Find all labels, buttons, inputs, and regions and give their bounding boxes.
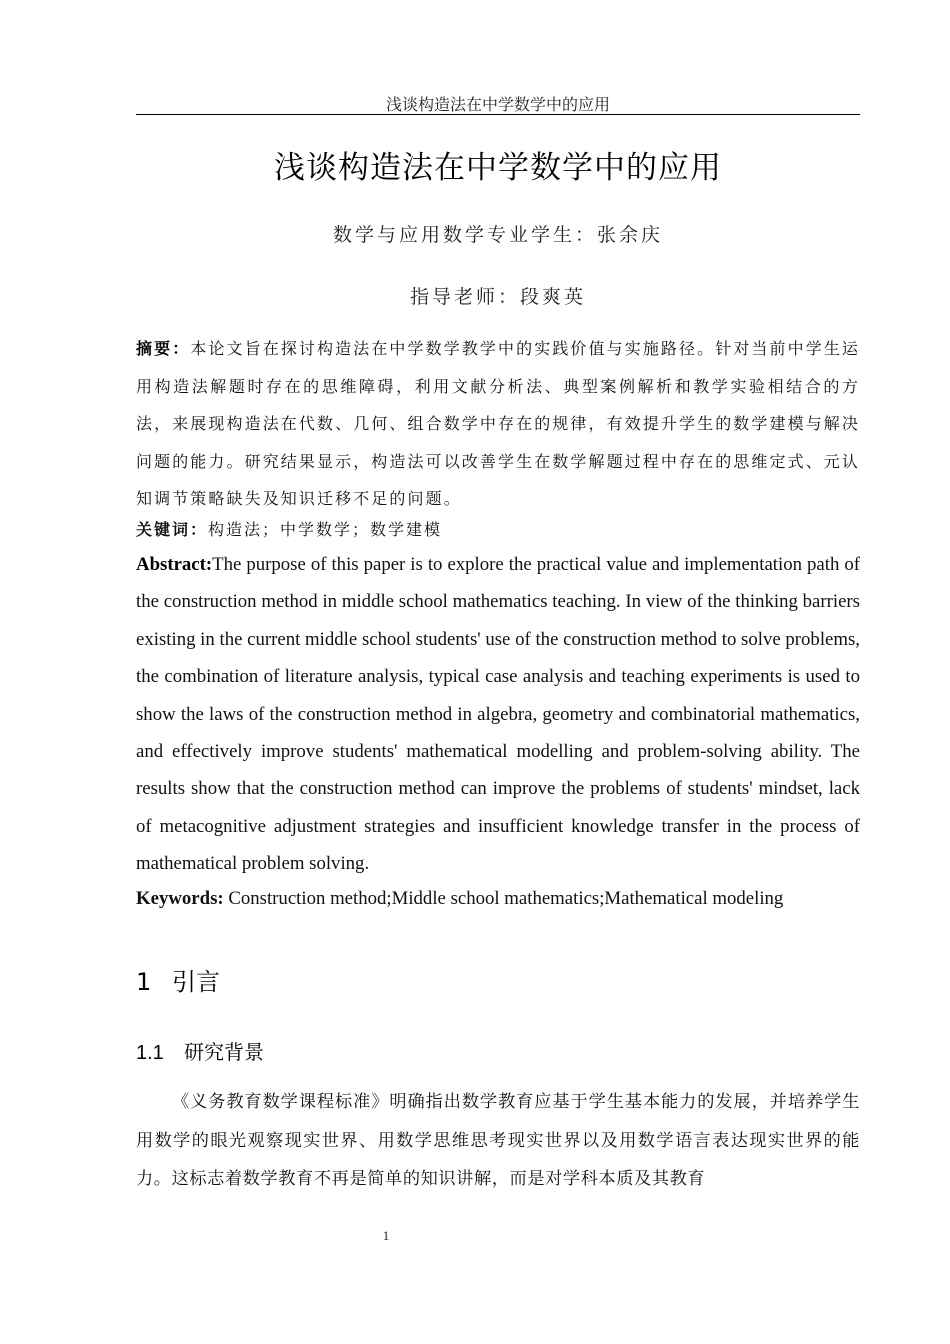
header-rule (136, 114, 860, 115)
section-heading-1 (136, 962, 220, 997)
abstract-cn-text: 本论文旨在探讨构造法在中学数学教学中的实践价值与实施路径。针对当前中学生运用构造法解题时存在的思维障碍，利用文献分析法、典型案例解析和教学实验相结合的方法，来展现构造法在代数、几何、组合数学中存在的规律，有效提升学生的数学建模与解决问题的能力。研究结果显示，构造法可以改善学生在数学解题过程中存在的思维定式、元认知调节策略缺失及知识迁移不足的问题。 (136, 339, 861, 508)
subsection-number: 1.1 (136, 1042, 164, 1064)
section-number: 1 (136, 968, 152, 996)
abstract-en (136, 546, 860, 883)
section-title: 引言 (172, 968, 220, 996)
abstract-en-label: Abstract: (136, 554, 213, 575)
advisor-line: 指导老师：段爽英 (409, 286, 586, 308)
body-paragraph: 《义务教育数学课程标准》明确指出数学教育应基于学生基本能力的发展，并培养学生用数学的眼光观察现实世界、用数学思维思考现实世界以及用数学语言表达现实世界的能力。这标志着数学教育不再是简单的知识讲解，而是对学科本质及其教育 (136, 1092, 860, 1189)
abstract-en-text: The purpose of this paper is to explore the practical value and implementation path of the construction method in middle school mathematics teaching. In view of the thinking barriers existing in the current middle school students' use of the construction method to solve problems, the combination of literature analysis, typical case analysis and teaching experiments is used to show the laws of the construction method in algebra, geometry and combinatorial mathematics, and effectively improve students' mathematical modelling and problem-solving ability. The results show that the construction method can improve the problems of students' mindset, lack of metacognitive adjustment strategies and insufficient knowledge transfer in the process of mathematical problem solving. (136, 554, 860, 875)
subsection-title: 研究背景 (184, 1040, 264, 1064)
page-number: 1 (382, 1228, 390, 1243)
keywords-cn (136, 511, 860, 548)
keywords-en-text: Construction method;Middle school mathematics;Mathematical modeling (223, 888, 784, 909)
abstract-cn-label: 摘要： (136, 339, 191, 358)
author-line: 数学与应用数学专业学生：张余庆 (332, 224, 663, 246)
keywords-en (136, 880, 860, 917)
keywords-cn-text: 构造法；中学数学；数学建模 (208, 520, 443, 539)
subsection-heading-1-1 (136, 1036, 264, 1065)
paper-title: 浅谈构造法在中学数学中的应用 (274, 150, 722, 186)
keywords-cn-label: 关键词： (136, 520, 209, 539)
running-header: 浅谈构造法在中学数学中的应用 (385, 95, 610, 114)
keywords-en-label: Keywords: (136, 888, 224, 909)
abstract-cn (136, 330, 860, 518)
